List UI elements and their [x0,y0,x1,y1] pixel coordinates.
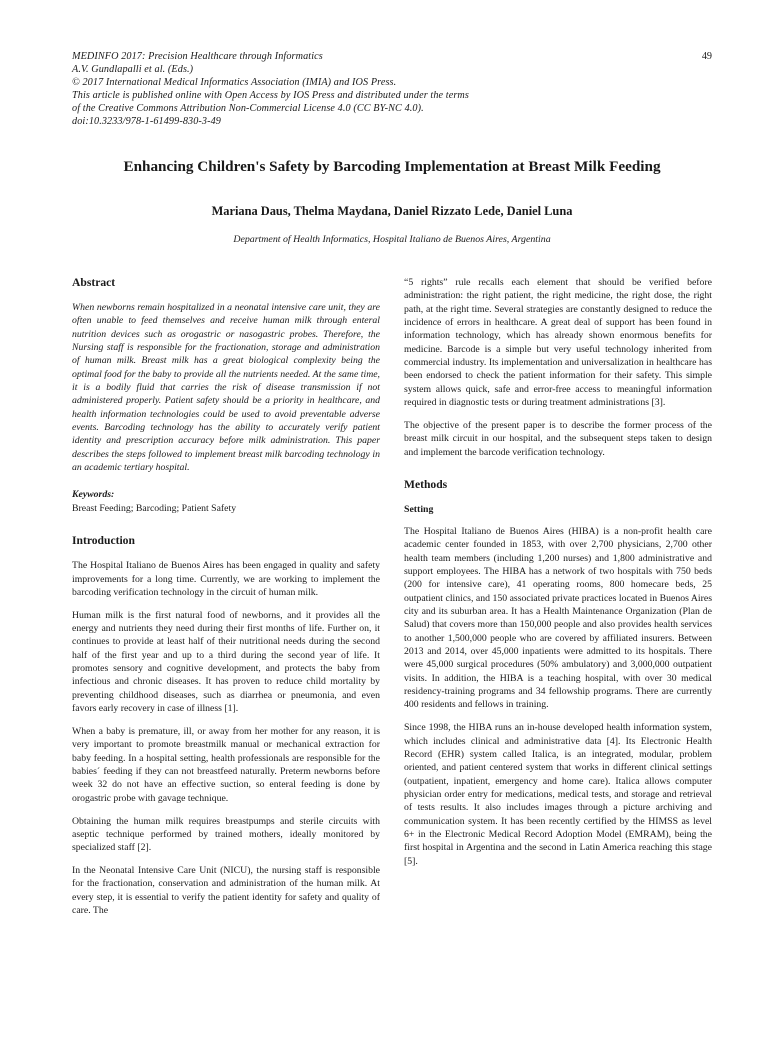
introduction-heading: Introduction [72,534,135,548]
intro-paragraph-5: In the Neonatal Intensive Care Unit (NICU), the nursing staff is responsible for the fractionation, conservation and administration of the human milk. At every step, it is essential to verify the patient identity for safety and quality of care. The [72,865,380,917]
header-line-3: © 2017 International Medical Informatics Association (IMIA) and IOS Press. [72,77,397,89]
abstract-heading: Abstract [72,276,116,289]
methods-heading: Methods [404,477,448,491]
right-column [404,276,712,868]
keywords-label: Keywords: [72,489,115,501]
header-line-4: This article is published online with Open Access by IOS Press and distributed under the terms [72,90,469,102]
page-title: Enhancing Children's Safety by Barcoding Implementation at Breast Milk Feeding [123,158,661,175]
setting-heading: Setting [404,503,434,515]
header-line-5: of the Creative Commons Attribution Non-Commercial License 4.0 (CC BY-NC 4.0). [72,103,424,115]
keywords-list: Breast Feeding; Barcoding; Patient Safety [72,502,237,514]
header-line-2: A.V. Gundlapalli et al. (Eds.) [72,64,194,76]
intro-paragraph-1: The Hospital Italiano de Buenos Aires has been engaged in quality and safety improvements for a long time. Currently, we are working to implement the barcoding verification technology in the circuit of human milk. [72,560,380,598]
header-line-1: MEDINFO 2017: Precision Healthcare through Informatics [72,51,323,62]
page-number: 49 [701,51,712,62]
header-doi: doi:10.3233/978-1-61499-830-3-49 [72,116,221,128]
objective-paragraph: The objective of the present paper is to describe the former process of the breast milk circuit in our hospital, and the subsequent steps taken to design and implement the barcode verification technology. [404,419,712,458]
intro-paragraph-3: When a baby is premature, ill, or away from her mother for any reason, it is very important to promote breastmilk manual or mechanical extraction for baby feeding. In a hospital setting, health professionals are responsible for the babies´ feeding if they can not breastfeed naturally. Preterm newborns before week 32 do not have an effective suction, so enteral feeding is done by orogastric probe with gavage technique. [72,725,380,804]
author-list: Mariana Daus, Thelma Maydana, Daniel Rizzato Lede, Daniel Luna [211,204,573,218]
setting-paragraph-2: Since 1998, the HIBA runs an in-house developed health information system, which includes clinical and administrative data [4]. Its Electronic Health Record (EHR) system called Italica, is an integrated, modular, problem oriented, and patient centered system that works in different clinical settings (outpatient, inpatient, emergency and home care). Italica allows computer physician order entry for medications, medical tests, and storage and retrieval of tests results. It also includes images through a picture archiving and communication system. It has been recently certified by the HIMSS as level 6+ in the Electronic Medical Record Adoption Model (EMRAM), being the first hospital in Argentina and the second in Latin America reaching this stage [5]. [404,722,712,867]
running-header [72,50,712,129]
intro-paragraph-2: Human milk is the first natural food of newborns, and it provides all the energy and nutrients they need during their first months of life. Further on, it continues to provide at least half of their nutritional needs during the second half of the first year and up to a third during the second year of life. It promotes sensory and cognitive development, and protects the baby from infectious and chronic diseases. It has proven to reduce child mortality by preventing childhood diseases, such as diarrhea or pneumonia, and even favors early recovery in case of illness [1]. [72,609,380,715]
left-column [72,276,380,917]
abstract-text: When newborns remain hospitalized in a neonatal intensive care unit, they are often unable to feed themselves and receive human milk through enteral nutrition devices such as orogastric or nasogastric probes. Therefore, the Nursing staff is responsible for the fractionation, storage and administration of human milk. Breast milk has a great biological complexity being the optimal food for the baby to provide all the nutrients needed. At the same time, it is a bodily fluid that carries the risk of disease transmission if not administered properly. Patient safety should be a priority in healthcare, and health information technologies could be used to avoid preventable adverse events. Barcoding technology has the ability to accurately verify patient identity and prescription accuracy before milk administration. This paper describes the steps followed to implement breast milk barcoding technology in an academic tertiary hospital. [72,302,380,474]
intro-continuation-paragraph: “5 rights” rule recalls each element that should be verified before administration: the right patient, the right medicine, the right dose, the right path, at the right time. Several strategies are constantly designed to reduce the incidence of errors in healthcare. A great deal of support has been found in information technology, which has already shown enormous benefits for medicine. Barcode is a simple but very useful technology inherited from commercial industry. Its implementation and universalization in healthcare has been endorsed to check the patient information for their safety. This simple system allows quick, safe and error-free access to meaningful information required in diagnostic tests or during treatment administrations [3]. [404,277,712,409]
intro-paragraph-4: Obtaining the human milk requires breastpumps and sterile circuits with aseptic technique performed by trained mothers, ideally monitored by specialized staff [2]. [72,815,380,854]
affiliation: Department of Health Informatics, Hospital Italiano de Buenos Aires, Argentina [233,234,551,245]
setting-paragraph-1: The Hospital Italiano de Buenos Aires (HIBA) is a non-profit health care academic center founded in 1853, with over 2,700 physicians, 2,700 other health team members (including 1,200 nurses) and 1,800 administrative and support employees. The HIBA has a network of two hospitals with 750 beds (200 for intensive care), 41 operating rooms, 800 homecare beds, 25 outpatient clinics, and 150 associated private practices located in Buenos Aires city and its suburban area. It has a Health Maintenance Organization (Plan de Salud) that covers more than 150,000 people and also provides health services to another 1,500,000 people who are covered by affiliated insurers. Between 2013 and 2014, over 45,000 inpatients were admitted to its hospitals. There were 45,000 surgical procedures (50% ambulatory) and 3,000,000 outpatient visits. In addition, the HIBA is a teaching hospital, with over 30 medical residency-training programs and 34 fellowship programs. There are currently 400 residents and fellows in training. [404,525,712,711]
